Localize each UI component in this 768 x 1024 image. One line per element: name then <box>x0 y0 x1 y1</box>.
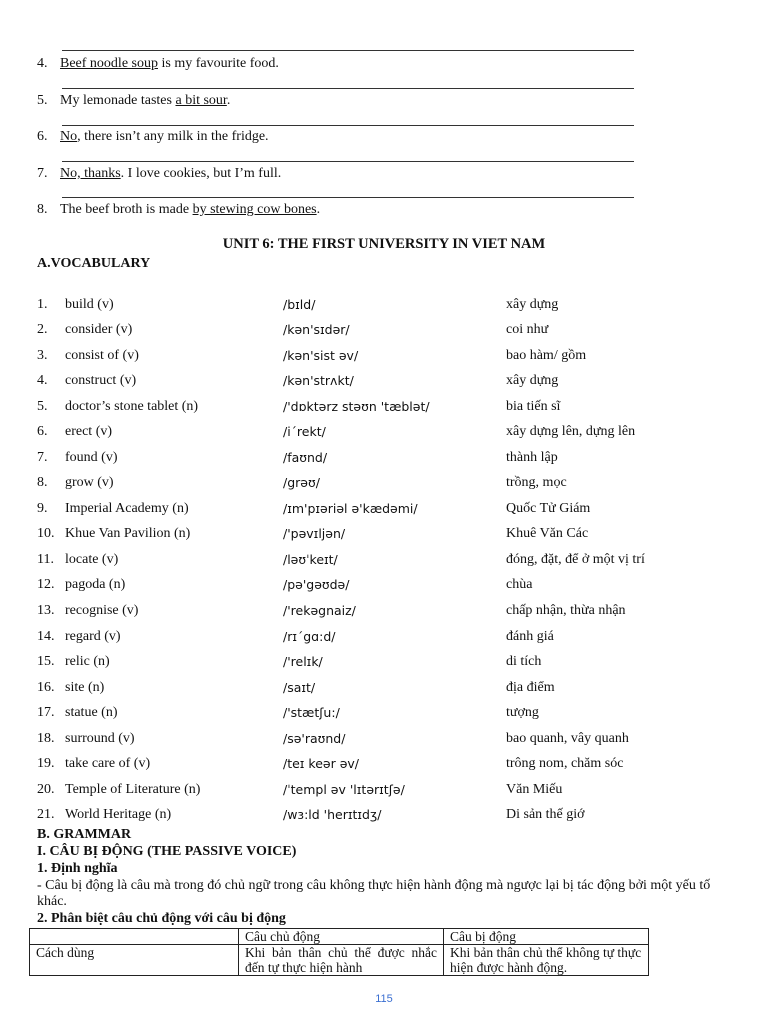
exercise-text: is my favourite food. <box>157 56 279 71</box>
table-row-label: Cách dùng <box>30 945 239 976</box>
vocab-meaning: chấp nhận, thừa nhận <box>506 603 626 618</box>
vocab-row <box>37 652 737 672</box>
vocab-row <box>37 729 737 749</box>
vocab-number: 14. <box>37 629 55 644</box>
vocab-word: Temple of Literature (n) <box>65 782 201 797</box>
vocab-ipa: /kən'sɪdər/ <box>283 322 350 337</box>
definition-heading: 1. Định nghĩa <box>37 861 118 876</box>
vocab-number: 5. <box>37 399 48 414</box>
vocab-number: 20. <box>37 782 55 797</box>
vocab-number: 1. <box>37 297 48 312</box>
vocab-meaning: Khuê Văn Các <box>506 526 589 541</box>
vocab-number: 17. <box>37 705 55 720</box>
exercise-underlined: a bit sour <box>175 93 227 108</box>
vocab-ipa: /pə'gəʊdə/ <box>283 577 350 592</box>
vocab-word: doctor’s stone tablet (n) <box>65 399 199 414</box>
table-header-cell: Câu bị động <box>444 929 649 945</box>
comparison-table <box>29 928 649 976</box>
vocab-meaning: thành lập <box>506 450 558 465</box>
vocab-meaning: bao quanh, vây quanh <box>506 731 629 746</box>
vocab-word: consider (v) <box>65 322 133 337</box>
table-header-cell: Câu chủ động <box>239 929 444 945</box>
exercise-item <box>37 129 269 145</box>
vocab-word: found (v) <box>65 450 118 465</box>
exercise-text: My lemonade tastes <box>60 93 176 108</box>
vocab-ipa: /i´rekt/ <box>283 424 326 439</box>
vocab-ipa: /ˈtempl əv 'lɪtərɪtʃə/ <box>283 782 405 797</box>
vocab-word: erect (v) <box>65 424 113 439</box>
vocab-word: statue (n) <box>65 705 118 720</box>
vocab-ipa: /bɪld/ <box>283 297 316 312</box>
grammar-subheading: I. CÂU BỊ ĐỘNG (THE PASSIVE VOICE) <box>37 844 297 859</box>
vocab-ipa: /ləʊˈkeɪt/ <box>283 552 338 567</box>
vocab-ipa: /kən'sist əv/ <box>283 348 359 363</box>
exercise-item <box>37 56 279 72</box>
vocab-meaning: trồng, mọc <box>506 475 567 490</box>
passive-usage-cell: Khi bản thân chủ thể không tự thực hiện được hành động. <box>444 945 649 976</box>
exercise-number: 7. <box>37 166 48 181</box>
vocab-word: build (v) <box>65 297 114 312</box>
answer-line <box>62 161 634 162</box>
vocab-row <box>37 550 737 570</box>
vocab-word: relic (n) <box>65 654 110 669</box>
exercise-number: 4. <box>37 56 48 71</box>
vocab-row <box>37 754 737 774</box>
exercise-text: , there isn’t any milk in the fridge. <box>77 129 269 144</box>
vocab-word: construct (v) <box>65 373 137 388</box>
vocab-row <box>37 448 737 468</box>
vocab-word: recognise (v) <box>65 603 139 618</box>
exercise-number: 5. <box>37 93 48 108</box>
vocab-row <box>37 422 737 442</box>
vocab-meaning: trông nom, chăm sóc <box>506 756 624 771</box>
exercise-underlined: No <box>60 129 78 144</box>
vocab-row <box>37 320 737 340</box>
table-header-row <box>30 929 649 945</box>
vocab-word: Khue Van Pavilion (n) <box>65 526 191 541</box>
exercise-number: 6. <box>37 129 48 144</box>
vocab-number: 19. <box>37 756 55 771</box>
vocab-meaning: Di sản thế giớ <box>506 807 585 822</box>
vocab-meaning: di tích <box>506 654 542 669</box>
vocab-ipa: /saɪt/ <box>283 680 316 695</box>
vocab-row <box>37 499 737 519</box>
page-number: 115 <box>375 993 393 1005</box>
vocab-meaning: bia tiến sĩ <box>506 399 561 414</box>
vocab-row <box>37 575 737 595</box>
vocab-meaning: xây dựng <box>506 373 559 388</box>
vocab-word: take care of (v) <box>65 756 151 771</box>
exercise-item <box>37 202 320 218</box>
vocab-word: grow (v) <box>65 475 114 490</box>
vocab-number: 3. <box>37 348 48 363</box>
grammar-heading: B. GRAMMAR <box>37 827 132 842</box>
active-usage-cell: Khi bản thân chủ thể được nhắc đến tự thực hiện hành <box>239 945 444 976</box>
vocab-meaning: coi như <box>506 322 549 337</box>
vocab-number: 10. <box>37 526 55 541</box>
exercise-text: . I love cookies, but I’m full. <box>120 166 282 181</box>
vocab-word: World Heritage (n) <box>65 807 172 822</box>
vocab-meaning: đóng, đặt, để ở một vị trí <box>506 552 645 567</box>
vocab-ipa: /kən'strʌkt/ <box>283 373 354 388</box>
answer-line <box>62 197 634 198</box>
vocab-row <box>37 678 737 698</box>
vocab-meaning: xây dựng <box>506 297 559 312</box>
exercise-underlined: Beef noodle soup <box>60 56 158 71</box>
exercise-number: 8. <box>37 202 48 217</box>
vocab-row <box>37 371 737 391</box>
vocab-ipa: /teɪ keər əv/ <box>283 756 360 771</box>
exercise-text: . <box>316 202 321 217</box>
exercise-underlined: No, thanks <box>60 166 121 181</box>
vocab-ipa: /'pəvɪljən/ <box>283 526 346 541</box>
vocab-row <box>37 473 737 493</box>
vocab-row <box>37 805 737 825</box>
vocab-number: 15. <box>37 654 55 669</box>
table-header-cell <box>30 929 239 945</box>
vocab-meaning: tượng <box>506 705 539 720</box>
vocab-ipa: /'rekəgnaiz/ <box>283 603 356 618</box>
vocab-word: surround (v) <box>65 731 135 746</box>
vocab-meaning: chùa <box>506 577 533 592</box>
vocab-number: 9. <box>37 501 48 516</box>
vocab-number: 21. <box>37 807 55 822</box>
vocab-row <box>37 397 737 417</box>
vocab-row <box>37 601 737 621</box>
vocab-ipa: /rɪ´gɑ:d/ <box>283 629 336 644</box>
exercise-item <box>37 166 281 182</box>
answer-line <box>62 50 634 51</box>
vocab-ipa: /'relɪk/ <box>283 654 323 669</box>
definition-text: - Câu bị động là câu mà trong đó chủ ngữ trong câu không thực hiện hành động mà ngược lại bị tác động bởi một yếu tố khác. <box>37 878 711 909</box>
answer-line <box>62 88 634 89</box>
vocab-ipa: /'stætʃu:/ <box>283 705 340 720</box>
vocab-ipa: /wɜ:ld 'herɪtɪdʒ/ <box>283 807 382 822</box>
vocab-meaning: đánh giá <box>506 629 554 644</box>
vocab-word: Imperial Academy (n) <box>65 501 189 516</box>
vocab-meaning: Quốc Tử Giám <box>506 501 591 516</box>
vocab-meaning: Văn Miếu <box>506 782 563 797</box>
vocab-number: 7. <box>37 450 48 465</box>
vocab-row <box>37 524 737 544</box>
vocab-ipa: /sə'raʊnd/ <box>283 731 346 746</box>
vocab-row <box>37 627 737 647</box>
vocab-number: 11. <box>37 552 54 567</box>
vocab-number: 4. <box>37 373 48 388</box>
vocab-number: 8. <box>37 475 48 490</box>
vocab-row <box>37 346 737 366</box>
exercise-underlined: by stewing cow bones <box>192 202 317 217</box>
vocab-row <box>37 780 737 800</box>
answer-line <box>62 125 634 126</box>
comparison-heading: 2. Phân biệt câu chủ động với câu bị động <box>37 911 286 926</box>
exercise-text: The beef broth is made <box>60 202 193 217</box>
vocab-meaning: xây dựng lên, dựng lên <box>506 424 636 439</box>
vocab-meaning: địa điểm <box>506 680 555 695</box>
vocab-word: regard (v) <box>65 629 121 644</box>
vocab-ipa: /'dɒktərz stəʊn 'tæblət/ <box>283 399 430 414</box>
vocab-number: 2. <box>37 322 48 337</box>
vocab-number: 12. <box>37 577 55 592</box>
vocab-word: pagoda (n) <box>65 577 126 592</box>
vocab-number: 13. <box>37 603 55 618</box>
vocab-word: site (n) <box>65 680 105 695</box>
exercise-text: . <box>226 93 231 108</box>
table-row <box>30 945 649 976</box>
vocab-meaning: bao hàm/ gồm <box>506 348 587 363</box>
vocab-ipa: /ɪm'pɪəriəl ə'kædəmi/ <box>283 501 418 516</box>
vocab-row <box>37 295 737 315</box>
vocab-ipa: /grəʊ/ <box>283 475 320 490</box>
vocab-word: consist of (v) <box>65 348 139 363</box>
vocab-number: 16. <box>37 680 55 695</box>
unit-title: UNIT 6: THE FIRST UNIVERSITY IN VIET NAM <box>222 236 546 252</box>
vocab-row <box>37 703 737 723</box>
exercise-item <box>37 93 230 109</box>
vocab-number: 6. <box>37 424 48 439</box>
vocab-ipa: /faʊnd/ <box>283 450 328 465</box>
vocabulary-heading: A.VOCABULARY <box>37 256 151 271</box>
vocab-word: locate (v) <box>65 552 119 567</box>
vocab-number: 18. <box>37 731 55 746</box>
